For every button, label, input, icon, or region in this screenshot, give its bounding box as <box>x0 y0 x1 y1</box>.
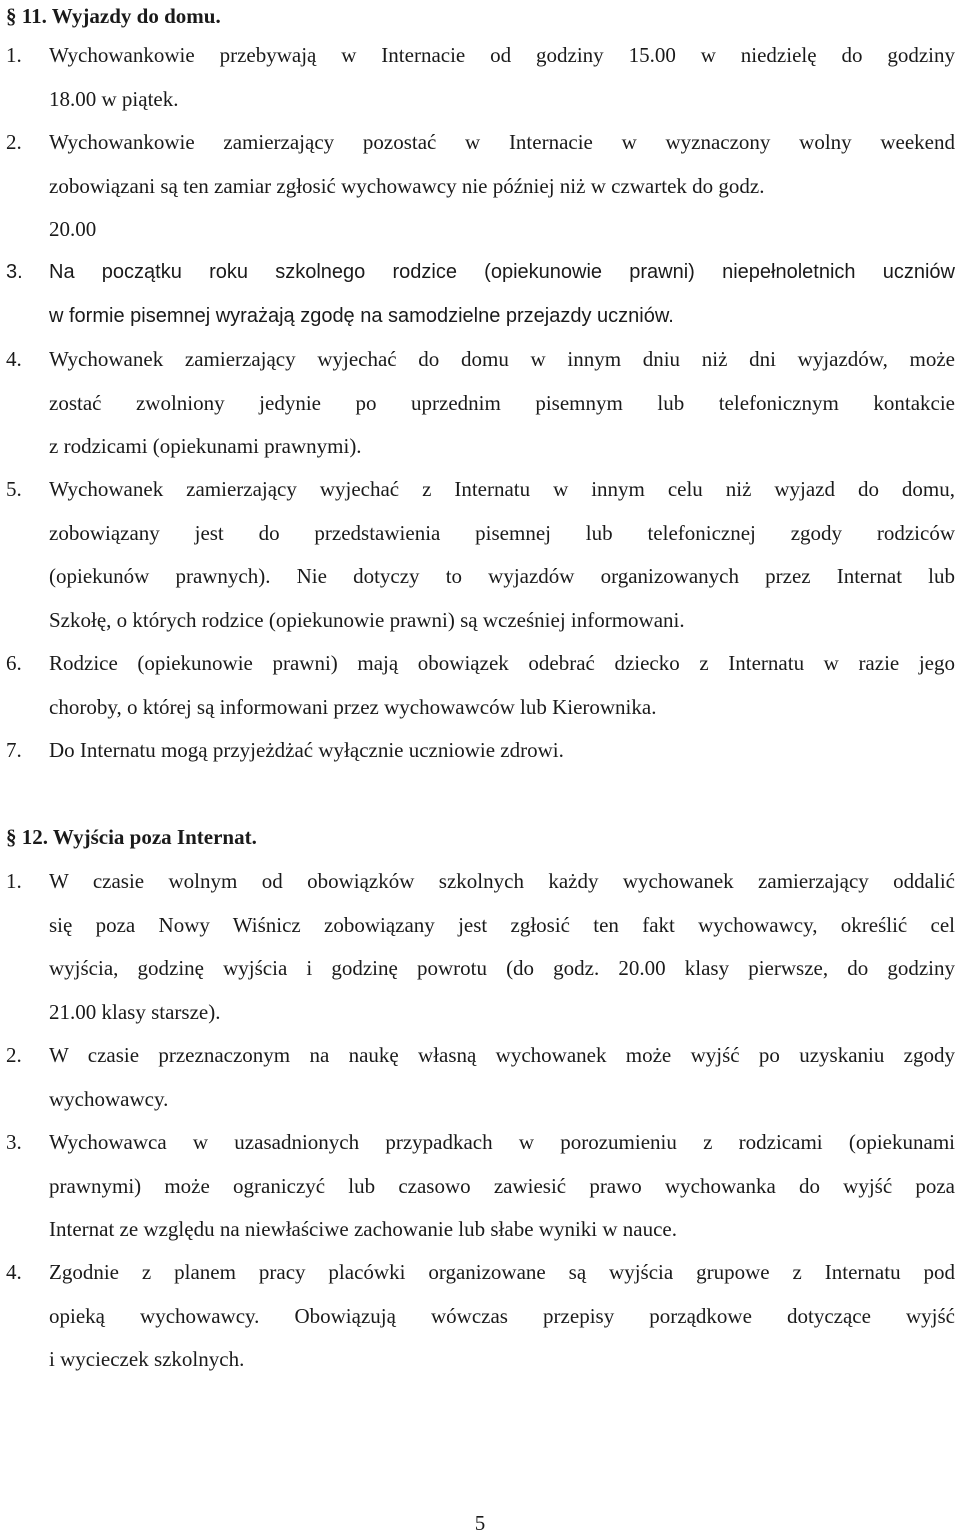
item-number: 1. <box>6 869 22 893</box>
item-line: 18.00 w piątek. <box>49 87 179 111</box>
item-line: wychowawcy. <box>49 1087 169 1111</box>
item-number: 5. <box>6 477 22 501</box>
item-number: 7. <box>6 738 22 762</box>
item-line: choroby, o której są informowani przez wychowawców lub Kierownika. <box>49 695 657 719</box>
item-line: Na początku roku szkolnego rodzice (opiekunowie prawni) niepełnoletnich uczniów <box>49 261 955 283</box>
item-line: Wychowankowie zamierzający pozostać w Internacie w wyznaczony wolny weekend <box>49 130 955 154</box>
page-number: 5 <box>474 1511 486 1535</box>
item-number: 6. <box>6 651 22 675</box>
item-number: 4. <box>6 1260 22 1284</box>
item-line: prawnymi) może ograniczyć lub czasowo zawiesić prawo wychowanka do wyjść poza <box>49 1174 955 1198</box>
item-line: Wychowanek zamierzający wyjechać do domu w innym dniu niż dni wyjazdów, może <box>49 347 955 371</box>
item-line: 21.00 klasy starsze). <box>49 1000 221 1024</box>
item-line: opieką wychowawcy. Obowiązują wówczas przepisy porządkowe dotyczące wyjść <box>49 1304 955 1328</box>
item-line: Zgodnie z planem pracy placówki organizowane są wyjścia grupowe z Internatu pod <box>49 1260 955 1284</box>
item-number: 2. <box>6 130 22 154</box>
item-line: i wycieczek szkolnych. <box>49 1347 245 1371</box>
item-number: 2. <box>6 1043 22 1067</box>
item-line: Wychowankowie przebywają w Internacie od godziny 15.00 w niedzielę do godziny <box>49 43 955 67</box>
item-line: w formie pisemnej wyrażają zgodę na samodzielne przejazdy uczniów. <box>49 305 674 327</box>
item-line: Internat ze względu na niewłaściwe zachowanie lub słabe wyniki w nauce. <box>49 1217 677 1241</box>
item-number: 3. <box>6 1130 22 1154</box>
section-heading: § 12. Wyjścia poza Internat. <box>6 825 257 849</box>
item-line: Do Internatu mogą przyjeżdżać wyłącznie uczniowie zdrowi. <box>49 738 564 762</box>
item-line: Szkołę, o których rodzice (opiekunowie prawni) są wcześniej informowani. <box>49 608 685 632</box>
item-line: wyjścia, godzinę wyjścia i godzinę powrotu (do godz. 20.00 klasy pierwsze, do godziny <box>49 956 955 980</box>
section-heading: § 11. Wyjazdy do domu. <box>6 4 221 28</box>
item-line: zobowiązany jest do przedstawienia pisemnej lub telefonicznej zgody rodziców <box>49 521 955 545</box>
item-line: z rodzicami (opiekunami prawnymi). <box>49 434 362 458</box>
item-line: Wychowanek zamierzający wyjechać z Internatu w innym celu niż wyjazd do domu, <box>49 477 955 501</box>
item-line: Wychowawca w uzasadnionych przypadkach w porozumieniu z rodzicami (opiekunami <box>49 1130 955 1154</box>
item-line: zostać zwolniony jedynie po uprzednim pisemnym lub telefonicznym kontakcie <box>49 391 955 415</box>
item-number: 1. <box>6 43 22 67</box>
item-number: 4. <box>6 347 22 371</box>
item-line: W czasie wolnym od obowiązków szkolnych każdy wychowanek zamierzający oddalić <box>49 869 955 893</box>
item-line: 20.00 <box>49 217 97 241</box>
item-line: zobowiązani są ten zamiar zgłosić wychowawcy nie później niż w czwartek do godz. <box>49 174 765 198</box>
item-line: W czasie przeznaczonym na naukę własną wychowanek może wyjść po uzyskaniu zgody <box>49 1043 955 1067</box>
item-line: się poza Nowy Wiśnicz zobowiązany jest zgłosić ten fakt wychowawcy, określić cel <box>49 913 955 937</box>
item-number: 3. <box>6 261 23 283</box>
item-line: Rodzice (opiekunowie prawni) mają obowiązek odebrać dziecko z Internatu w razie jego <box>49 651 955 675</box>
item-line: (opiekunów prawnych). Nie dotyczy to wyjazdów organizowanych przez Internat lub <box>49 564 955 588</box>
